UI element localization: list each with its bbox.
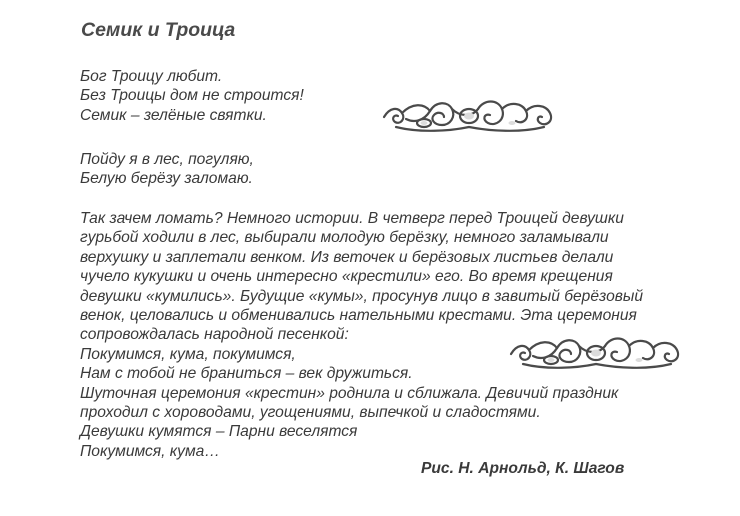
scroll-ornament-icon xyxy=(380,95,558,137)
verse-line: Без Троицы дом не строится! xyxy=(80,87,304,105)
text-line: Так зачем ломать? Немного истории. В четверг перед Троицей девушки xyxy=(80,210,624,227)
text-line: гурьбой ходили в лес, выбирали молодую берёзку, немного заламывали xyxy=(80,229,609,247)
song-line: Девушки кумятся – Парни веселятся xyxy=(80,423,358,441)
text-line: проходил с хороводами, угощениями, выпечкой и сладостями. xyxy=(80,404,541,422)
text-line: венок, целовались и обменивались нательными крестами. Эта церемония xyxy=(80,307,637,325)
text-line: девушки «кумились». Будущие «кумы», просунув лицо в завитый берёзовый xyxy=(80,287,644,305)
song-line: Нам с тобой не браниться – век дружиться. xyxy=(80,365,413,383)
text-line: сопровождалась народной песенкой: xyxy=(80,326,349,344)
text-line: верхушку и заплетали венком. Из веточек и берёзовых листьев делали xyxy=(80,248,614,266)
verse-2 xyxy=(80,150,254,189)
scroll-ornament-icon xyxy=(507,332,685,374)
illustration-credit: Рис. Н. Арнольд, К. Шагов xyxy=(421,460,625,477)
verse-1 xyxy=(80,67,304,125)
page-title: Семик и Троица xyxy=(81,19,236,41)
verse-line: Пойду я в лес, погуляю, xyxy=(80,151,254,168)
song-line: Покумимся, кума… xyxy=(80,442,220,460)
verse-line: Белую берёзу заломаю. xyxy=(80,170,253,188)
text-line: Шуточная церемония «крестин» роднила и сближала. Девичий праздник xyxy=(80,384,619,402)
song-line: Покумимся, кума, покумимся, xyxy=(80,345,296,363)
verse-line: Бог Троицу любит. xyxy=(80,68,223,85)
text-line: чучело кукушки и очень интересно «крестили» его. Во время крещения xyxy=(80,268,613,286)
verse-line: Семик – зелёные святки. xyxy=(80,106,267,124)
